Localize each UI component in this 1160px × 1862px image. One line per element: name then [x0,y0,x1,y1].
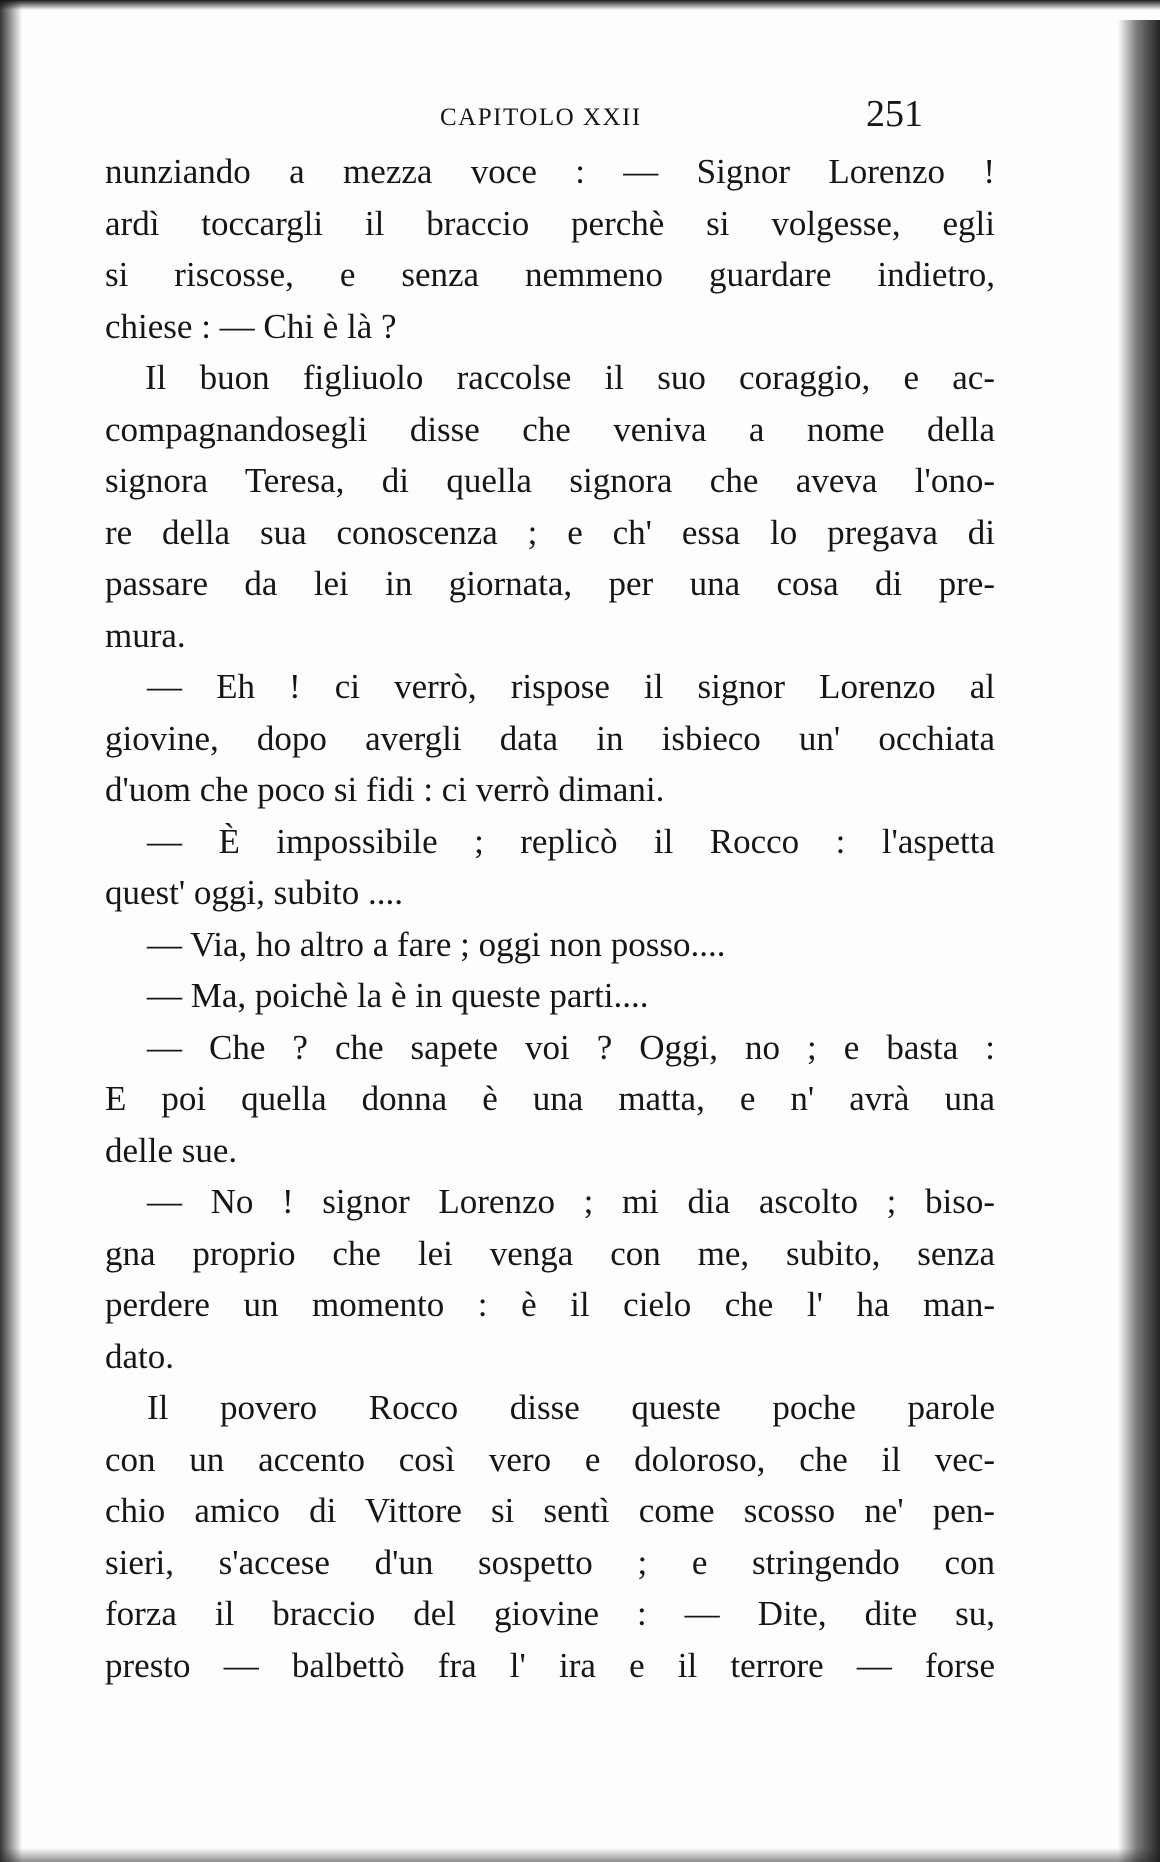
scan-shadow-left [0,0,22,1862]
text-line: con un accento così vero e doloroso, che il vec- [105,1439,995,1479]
page-number: 251 [866,93,923,135]
text-line: — No ! signor Lorenzo ; mi dia ascolto ; biso- [147,1182,995,1221]
text-line: presto — balbettò fra l' ira e il terrore — forse [105,1645,995,1685]
text-line: gna proprio che lei venga con me, subito, senza [105,1233,995,1273]
text-line: — È impossibile ; replicò il Rocco : l'aspetta [147,821,995,861]
text-line: Il buon figliuolo raccolse il suo coraggio, e ac- [145,358,995,397]
text-line: signora Teresa, di quella signora che aveva l'ono- [105,461,995,500]
text-line: quest' oggi, subito .... [105,873,403,912]
text-line: ardì toccargli il braccio perchè si volgesse, egli [105,203,995,243]
scan-shadow-top [0,0,1160,10]
text-line: compagnandosegli disse che veniva a nome della [105,409,995,449]
scan-shadow-right [1118,20,1160,1862]
text-line: — Eh ! ci verrò, rispose il signor Lorenzo al [147,667,995,706]
text-line: re della sua conoscenza ; e ch' essa lo pregava di [105,512,995,552]
text-line: giovine, dopo avergli data in isbieco un' occhiata [105,718,995,758]
running-header [0,93,1160,136]
text-line: nunziando a mezza voce : — Signor Lorenzo ! [105,152,995,191]
text-line: chio amico di Vittore si sentì come scosso ne' pen- [105,1491,995,1530]
text-line: si riscosse, e senza nemmeno guardare indietro, [105,255,995,294]
scan-shadow-bottom [0,1848,1160,1862]
text-line: — Che ? che sapete voi ? Oggi, no ; e basta : [147,1027,995,1067]
text-line: E poi quella donna è una matta, e n' avrà una [105,1079,995,1118]
text-line: passare da lei in giornata, per una cosa di pre- [105,564,995,603]
text-line: forza il braccio del giovine : — Dite, dite su, [105,1594,995,1633]
text-line: — Ma, poichè la è in queste parti.... [147,976,649,1015]
text-line: delle sue. [105,1130,238,1170]
text-line: Il povero Rocco disse queste poche parole [147,1388,995,1427]
text-line: perdere un momento : è il cielo che l' ha man- [105,1285,995,1324]
text-line: dato. [105,1336,175,1376]
chapter-title: CAPITOLO XXII [440,104,642,131]
text-line: — Via, ho altro a fare ; oggi non posso.... [147,924,726,964]
body-text [105,146,995,1691]
text-line: mura. [105,615,186,655]
text-line: sieri, s'accese d'un sospetto ; e stringendo con [105,1542,995,1582]
text-line: d'uom che poco si fidi : ci verrò dimani. [105,770,665,809]
text-line: chiese : — Chi è là ? [105,306,397,346]
